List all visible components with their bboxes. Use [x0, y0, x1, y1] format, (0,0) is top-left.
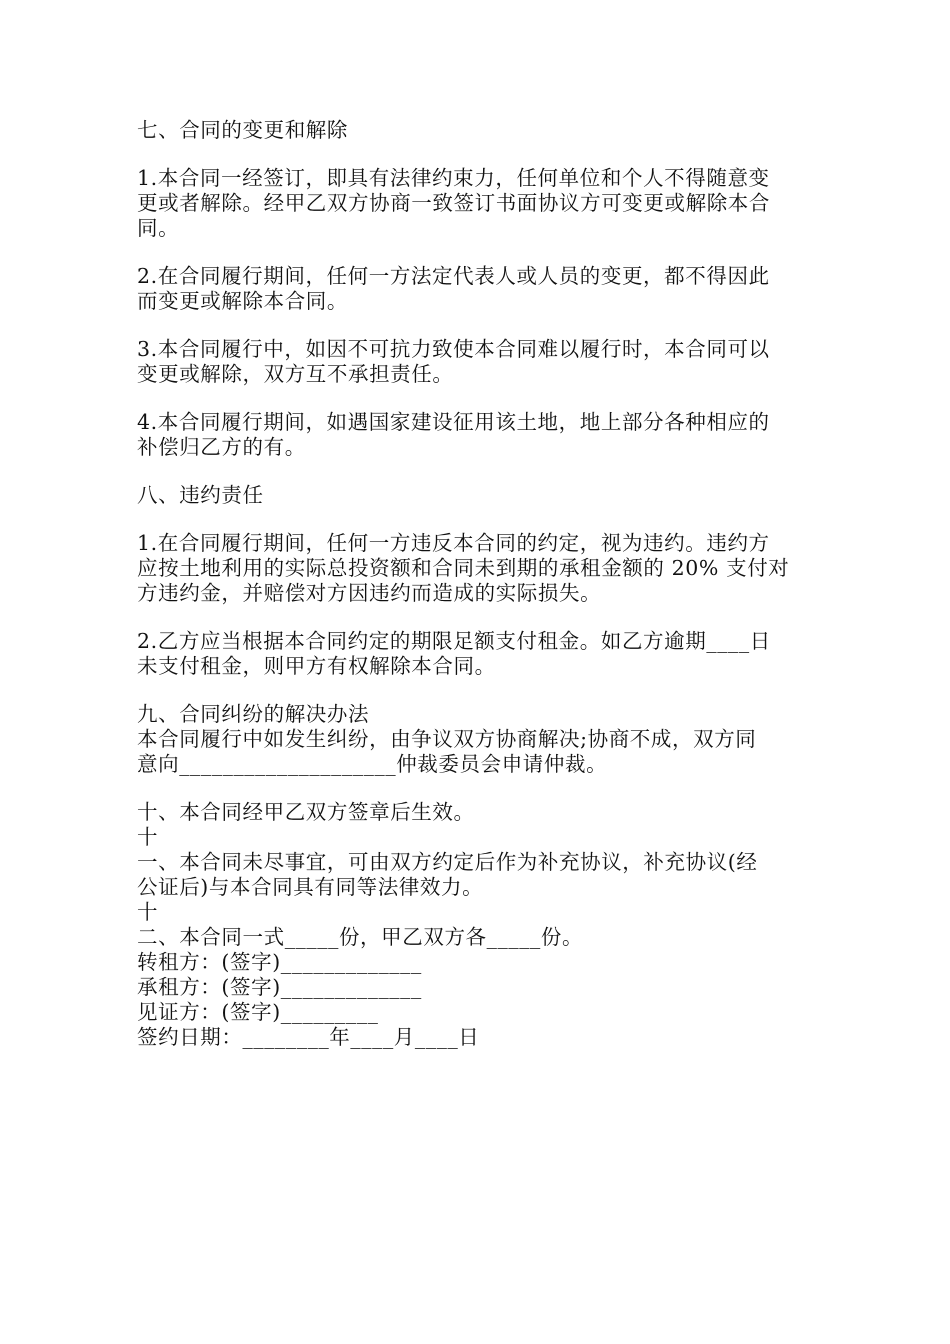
paragraph-line: 一、本合同未尽事宜，可由双方约定后作为补充协议，补充协议(经 — [137, 850, 758, 874]
clause-8-2 — [137, 629, 817, 679]
paragraph-line: 同。 — [137, 216, 180, 240]
document-page — [137, 118, 817, 1050]
paragraph-line: 1.在合同履行期间，任何一方违反本合同的约定，视为违约。违约方 — [137, 531, 770, 555]
paragraph-line: 3.本合同履行中，如因不可抗力致使本合同难以履行时，本合同可以 — [137, 337, 770, 361]
section-9 — [137, 702, 817, 777]
clause-7-2 — [137, 264, 817, 314]
section-heading: 八、违约责任 — [137, 483, 264, 507]
paragraph-line: 应按土地利用的实际总投资额和合同未到期的承租金额的 20% 支付对 — [137, 556, 790, 580]
paragraph-line: 变更或解除，双方互不承担责任。 — [137, 362, 454, 386]
clause-7-3 — [137, 337, 817, 387]
paragraph-line: 意向____________________仲裁委员会申请仲裁。 — [137, 752, 608, 776]
section-7 — [137, 118, 817, 460]
paragraph-line: 补偿归乙方的有。 — [137, 435, 306, 459]
paragraph-line: 二、本合同一式_____份，甲乙双方各_____份。 — [137, 925, 584, 949]
section-heading: 十、本合同经甲乙双方签章后生效。 — [137, 800, 475, 824]
paragraph-line: 更或者解除。经甲乙双方协商一致签订书面协议方可变更或解除本合 — [137, 191, 770, 215]
clause-7-1 — [137, 166, 817, 241]
witness-signature-line: 见证方：(签字)_________ — [137, 1000, 379, 1024]
paragraph-line: 而变更或解除本合同。 — [137, 289, 348, 313]
section-10-to-12 — [137, 800, 817, 950]
paragraph-line: 公证后)与本合同具有同等法律效力。 — [137, 875, 484, 899]
paragraph-line: 方违约金，并赔偿对方因违约而造成的实际损失。 — [137, 581, 602, 605]
paragraph-line: 十 — [137, 900, 159, 924]
section-heading: 七、合同的变更和解除 — [137, 118, 348, 142]
paragraph-line: 4.本合同履行期间，如遇国家建设征用该土地，地上部分各种相应的 — [137, 410, 770, 434]
paragraph-line: 2.在合同履行期间，任何一方法定代表人或人员的变更，都不得因此 — [137, 264, 770, 288]
signing-date-line: 签约日期：________年____月____日 — [137, 1025, 480, 1049]
paragraph-line: 1.本合同一经签订，即具有法律约束力，任何单位和个人不得随意变 — [137, 166, 770, 190]
clause-7-4 — [137, 410, 817, 460]
paragraph-line: 本合同履行中如发生纠纷，由争议双方协商解决;协商不成，双方同 — [137, 727, 757, 751]
section-heading: 九、合同纠纷的解决办法 — [137, 702, 370, 726]
paragraph-line: 未支付租金，则甲方有权解除本合同。 — [137, 654, 496, 678]
clause-8-1 — [137, 531, 817, 606]
paragraph-line: 十 — [137, 825, 159, 849]
sublessor-signature-line: 转租方：(签字)_____________ — [137, 950, 422, 974]
signature-block — [137, 950, 817, 1050]
section-8 — [137, 483, 817, 679]
lessee-signature-line: 承租方：(签字)_____________ — [137, 975, 422, 999]
paragraph-line: 2.乙方应当根据本合同约定的期限足额支付租金。如乙方逾期____日 — [137, 629, 771, 653]
